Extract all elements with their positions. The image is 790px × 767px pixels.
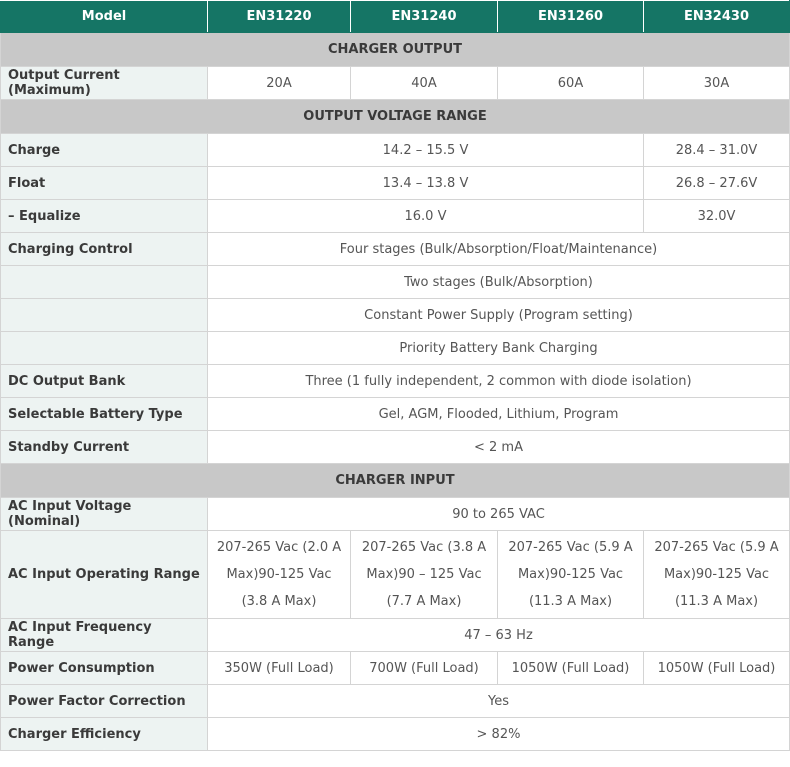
section-row [1, 33, 790, 67]
row-label-efficiency: Charger Efficiency [1, 718, 208, 751]
header-en31240: EN31240 [351, 1, 498, 33]
cell-value: 1050W (Full Load) [644, 652, 790, 685]
cell-value: Gel, AGM, Flooded, Lithium, Program [208, 398, 790, 431]
table-row [1, 134, 790, 167]
cell-value: Three (1 fully independent, 2 common with diode isolation) [208, 365, 790, 398]
row-label-empty [1, 332, 208, 365]
table-row [1, 619, 790, 652]
cell-value: Yes [208, 685, 790, 718]
row-label-empty [1, 266, 208, 299]
table-row [1, 398, 790, 431]
cell-value: Constant Power Supply (Program setting) [208, 299, 790, 332]
table-row [1, 652, 790, 685]
cell-value: Four stages (Bulk/Absorption/Float/Maintenance) [208, 233, 790, 266]
cell-value: 207-265 Vac (5.9 A Max)90-125 Vac (11.3 A Max) [644, 531, 790, 619]
cell-value: < 2 mA [208, 431, 790, 464]
header-en31260: EN31260 [498, 1, 644, 33]
table-row [1, 167, 790, 200]
table-row [1, 299, 790, 332]
cell-value: 1050W (Full Load) [498, 652, 644, 685]
table-row [1, 685, 790, 718]
cell-value: 90 to 265 VAC [208, 498, 790, 531]
section-charger-output: CHARGER OUTPUT [1, 33, 790, 67]
cell-value: 14.2 – 15.5 V [208, 134, 644, 167]
table-row [1, 200, 790, 233]
cell-value: > 82% [208, 718, 790, 751]
row-label-dc-output-bank: DC Output Bank [1, 365, 208, 398]
table-row [1, 498, 790, 531]
cell-value: 207-265 Vac (5.9 A Max)90-125 Vac (11.3 A Max) [498, 531, 644, 619]
row-label-battery-type: Selectable Battery Type [1, 398, 208, 431]
cell-value: 28.4 – 31.0V [644, 134, 790, 167]
cell-value: 350W (Full Load) [208, 652, 351, 685]
table-row [1, 233, 790, 266]
cell-value: 207-265 Vac (3.8 A Max)90 – 125 Vac (7.7 A Max) [351, 531, 498, 619]
section-row [1, 464, 790, 498]
cell-value: 16.0 V [208, 200, 644, 233]
row-label-charge: Charge [1, 134, 208, 167]
row-label-output-current: Output Current (Maximum) [1, 67, 208, 100]
row-label-standby-current: Standby Current [1, 431, 208, 464]
row-label-ac-operating-range: AC Input Operating Range [1, 531, 208, 619]
cell-value: Priority Battery Bank Charging [208, 332, 790, 365]
cell-value: 700W (Full Load) [351, 652, 498, 685]
cell-value: 20A [208, 67, 351, 100]
table-row [1, 332, 790, 365]
row-label-equalize: – Equalize [1, 200, 208, 233]
header-model: Model [1, 1, 208, 33]
row-label-pfc: Power Factor Correction [1, 685, 208, 718]
table-row [1, 266, 790, 299]
row-label-empty [1, 299, 208, 332]
cell-value: 40A [351, 67, 498, 100]
row-label-power-consumption: Power Consumption [1, 652, 208, 685]
cell-value: 60A [498, 67, 644, 100]
cell-value: 13.4 – 13.8 V [208, 167, 644, 200]
cell-value: Two stages (Bulk/Absorption) [208, 266, 790, 299]
header-en32430: EN32430 [644, 1, 790, 33]
header-en31220: EN31220 [208, 1, 351, 33]
row-label-ac-frequency: AC Input Frequency Range [1, 619, 208, 652]
table-row [1, 718, 790, 751]
cell-value: 26.8 – 27.6V [644, 167, 790, 200]
row-label-charging-control: Charging Control [1, 233, 208, 266]
cell-value: 30A [644, 67, 790, 100]
table-row [1, 531, 790, 619]
section-row [1, 100, 790, 134]
table-row [1, 67, 790, 100]
table-row [1, 431, 790, 464]
cell-value: 207-265 Vac (2.0 A Max)90-125 Vac (3.8 A Max) [208, 531, 351, 619]
row-label-float: Float [1, 167, 208, 200]
section-output-voltage-range: OUTPUT VOLTAGE RANGE [1, 100, 790, 134]
cell-value: 47 – 63 Hz [208, 619, 790, 652]
table-row [1, 365, 790, 398]
cell-value: 32.0V [644, 200, 790, 233]
section-charger-input: CHARGER INPUT [1, 464, 790, 498]
header-row [1, 1, 790, 33]
row-label-ac-input-voltage: AC Input Voltage (Nominal) [1, 498, 208, 531]
